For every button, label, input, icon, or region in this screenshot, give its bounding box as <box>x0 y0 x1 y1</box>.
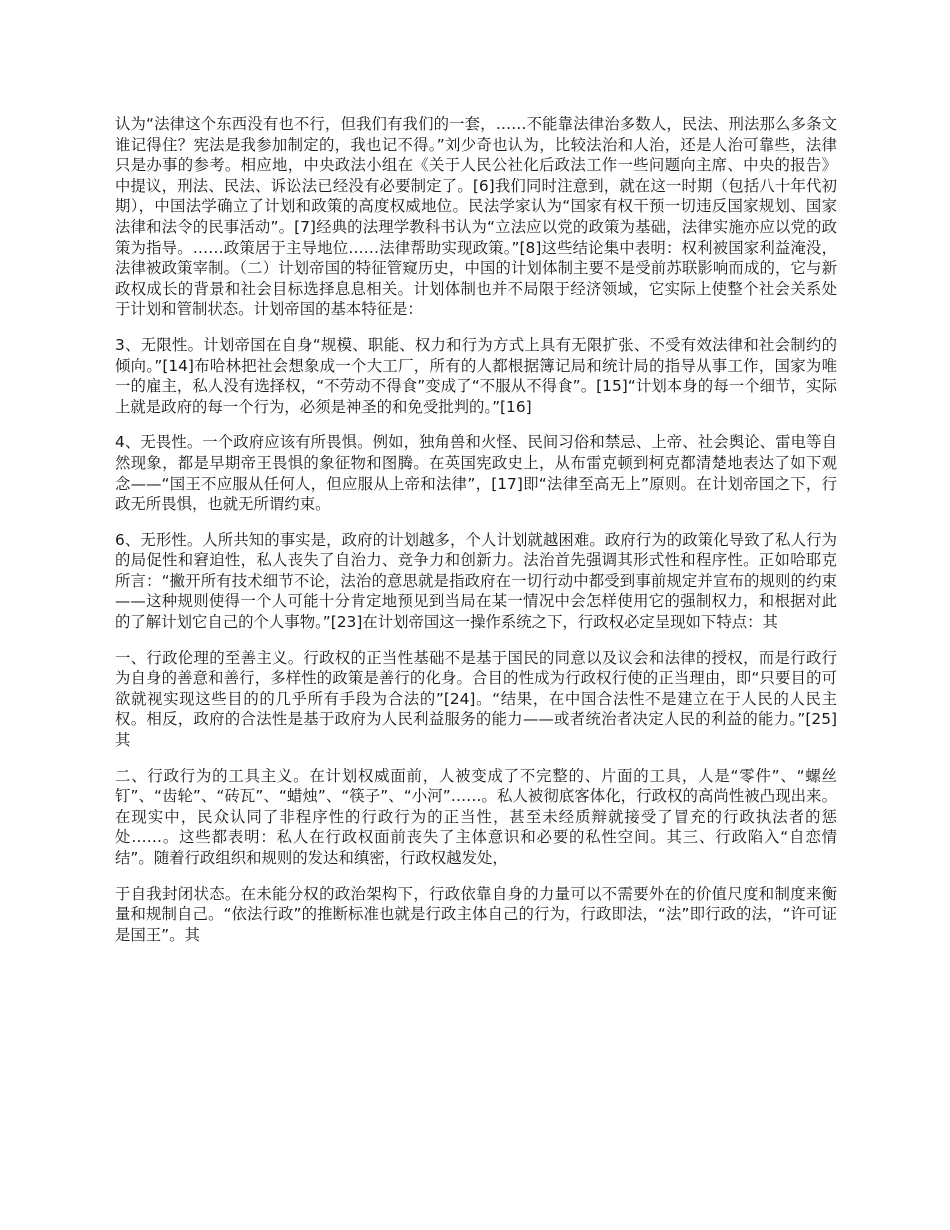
paragraph-unlimitedness: 3、无限性。计划帝国在自身“规模、职能、权力和行为方式上具有无限扩张、不受有效法律和社会制约的倾向。”[14]布哈林把社会想象成一个大工厂，所有的人都根据簿记局和统计局的指导从事工作，国家为唯一的雇主，私人没有选择权，“不劳动不得食”变成了“不服从不得食”。[15]“计划本身的每一个细节，实际上就是政府的每一个行为，必须是神圣的和免受批判的。”[16] <box>115 335 837 416</box>
paragraph-self-closure: 于自我封闭状态。在未能分权的政治架构下，行政依靠自身的力量可以不需要外在的价值尺度和制度来衡量和规制自己。“依法行政”的推断标准也就是行政主体自己的行为，行政即法，“法”即行政的法，“许可证是国王”。其 <box>115 884 837 944</box>
paragraph-fearlessness: 4、无畏性。一个政府应该有所畏惧。例如，独角兽和火怪、民间习俗和禁忌、上帝、社会舆论、雷电等自然现象，都是早期帝王畏惧的象征物和图腾。在英国宪政史上，从布雷克顿到柯克都清楚地表达了如下观念——“国王不应服从任何人，但应服从上帝和法律”，[17]即“法律至高无上”原则。在计划帝国之下，行政无所畏惧，也就无所谓约束。 <box>115 433 837 514</box>
paragraph-instrumentalism: 二、行政行为的工具主义。在计划权威面前，人被变成了不完整的、片面的工具，人是“零件”、“螺丝钉”、“齿轮”、“砖瓦”、“蜡烛”、“筷子”、“小河”……。私人被彻底客体化，行政权的高尚性被凸现出来。在现实中，民众认同了非程序性的行政行为的正当性，甚至未经质辩就接受了冒充的行政执法者的惩处……。这些都表明：私人在行政权面前丧失了主体意识和必要的私性空间。其三、行政陷入“自恋情结”。随着行政组织和规则的发达和缜密，行政权越发处， <box>115 766 837 867</box>
paragraph-administrative-ethics: 一、行政伦理的至善主义。行政权的正当性基础不是基于国民的同意以及议会和法律的授权，而是行政行为自身的善意和善行，多样性的政策是善行的化身。合目的性成为行政权行使的正当理由，即“只要目的可欲就视实现这些目的的几乎所有手段为合法的”[24]。“结果，在中国合法性不是建立在于人民的人民主权。相反，政府的合法性是基于政府为人民利益服务的能力——或者统治者决定人民的利益的能力。”[25]其 <box>115 648 837 750</box>
paragraph-planning-law-history: 认为“法律这个东西没有也不行，但我们有我们的一套，……不能靠法律治多数人，民法、刑法那么多条文谁记得住？宪法是我参加制定的，我也记不得。”刘少奇也认为，比较法治和人治，还是人治可靠些，法律只是办事的参考。相应地，中央政法小组在《关于人民公社化后政法工作一些问题向主席、中央的报告》中提议，刑法、民法、诉讼法已经没有必要制定了。[6]我们同时注意到，就在这一时期（包括八十年代初期），中国法学确立了计划和政策的高度权威地位。民法学家认为“国家有权干预一切违反国家规划、国家法律和法令的民事活动”。[7]经典的法理学教科书认为“立法应以党的政策为基础，法律实施亦应以党的政策为指导。……政策居于主导地位……法律帮助实现政策。”[8]这些结论集中表明：权利被国家利益淹没，法律被政策宰制。（二）计划帝国的特征管窥历史，中国的计划体制主要不是受前苏联影响而成的，它与新政权成长的背景和社会目标选择息息相关。计划体制也并不局限于经济领域，它实际上使整个社会关系处于计划和管制状态。计划帝国的基本特征是： <box>115 115 837 319</box>
document-body <box>115 114 837 960</box>
paragraph-formlessness: 6、无形性。人所共知的事实是，政府的计划越多，个人计划就越困难。政府行为的政策化导致了私人行为的局促性和窘迫性，私人丧失了自治力、竞争力和创新力。法治首先强调其形式性和程序性。正如哈耶克所言：“撇开所有技术细节不论，法治的意思就是指政府在一切行动中都受到事前规定并宣布的规则的约束——这种规则使得一个人可能十分肯定地预见到当局在某一情况中会怎样使用它的强制权力，和根据对此的了解计划它自己的个人事物。”[23]在计划帝国这一操作系统之下，行政权必定呈现如下特点：其 <box>115 530 837 632</box>
